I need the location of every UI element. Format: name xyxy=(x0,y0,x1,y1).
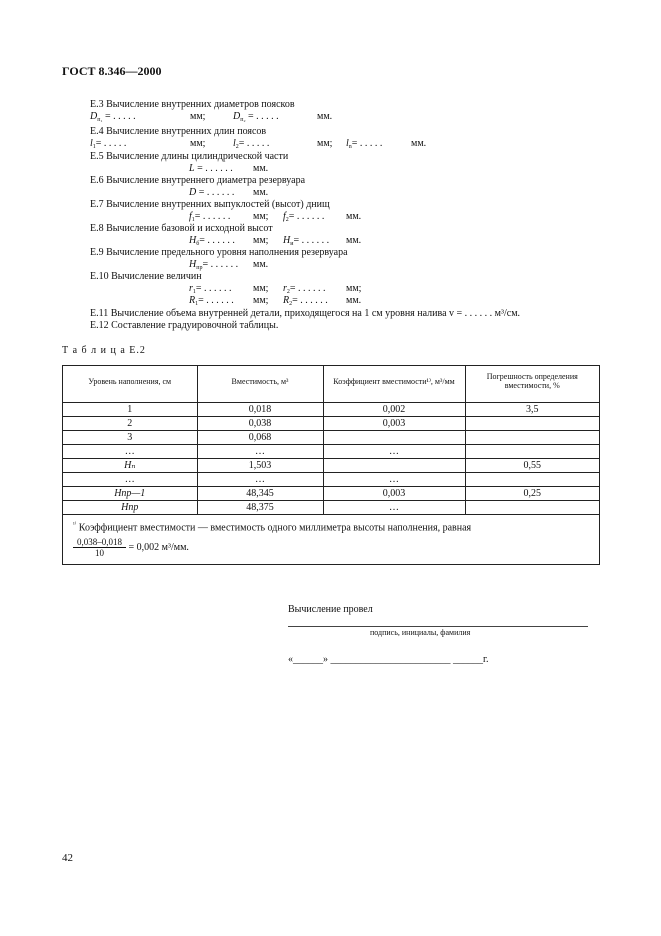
section-e7-unit-1: мм; xyxy=(253,211,269,222)
cell-error: 3,5 xyxy=(465,403,599,417)
section-e4-unit-2: мм; xyxy=(317,138,333,149)
cell-capacity: 0,068 xyxy=(197,431,323,445)
section-e3-formula-d1: $D_{п_1}$ = . . . . . xyxy=(90,111,136,123)
cell-coefficient: … xyxy=(323,501,465,515)
section-e9-formula: $H_{пр}=$ . . . . . . xyxy=(189,259,239,271)
cell-level: … xyxy=(63,445,197,459)
cell-level: Hпр xyxy=(63,501,197,515)
section-e10-formula-r1: $r_1=$ . . . . . . xyxy=(189,283,232,295)
section-e5-formula: L = . . . . . . xyxy=(189,163,233,174)
cell-coefficient: 0,003 xyxy=(323,417,465,431)
cell-level: 2 xyxy=(63,417,197,431)
table-row xyxy=(63,473,599,487)
cell-error xyxy=(465,417,599,431)
column-header-error: Погрешность определения вместимости, % xyxy=(486,372,578,390)
column-header-capacity: Вместимость, м³ xyxy=(197,366,323,396)
footnote-text: Коэффициент вместимости — вместимость одного миллиметра высоты наполнения, равная xyxy=(78,522,472,534)
section-e10-formula-R1: $R_1=$ . . . . . . xyxy=(189,295,234,307)
section-e5-unit: мм. xyxy=(253,163,269,174)
cell-coefficient: … xyxy=(323,445,465,459)
cell-coefficient: … xyxy=(323,473,465,487)
section-e4-formula-l2: $l_2=$ . . . . . xyxy=(233,138,270,150)
cell-capacity: 48,375 xyxy=(197,501,323,515)
cell-error xyxy=(465,501,599,515)
cell-level: Hпр—1 xyxy=(63,487,197,501)
section-e10-formula-r2: $r_2=$ . . . . . . xyxy=(283,283,326,295)
section-e7-unit-2: мм. xyxy=(346,211,362,222)
section-e4-title: Е.4 Вычисление внутренних длин поясов xyxy=(90,126,267,137)
page-number: 42 xyxy=(62,852,73,864)
section-e11-text: Е.11 Вычисление объема внутренней детали, приходящегося на 1 см уровня налива v = . . . . . . м³/см. xyxy=(90,308,521,319)
table-footnote xyxy=(63,514,599,564)
section-e5-title: Е.5 Вычисление длины цилиндрической части xyxy=(90,151,289,162)
section-e8-title: Е.8 Вычисление базовой и исходной высот xyxy=(90,223,273,234)
cell-coefficient: 0,003 xyxy=(323,487,465,501)
cell-level: 3 xyxy=(63,431,197,445)
table-row xyxy=(63,417,599,431)
cell-coefficient xyxy=(323,459,465,473)
cell-error xyxy=(465,431,599,445)
table-row xyxy=(63,431,599,445)
section-e3-unit-1: мм; xyxy=(190,111,206,122)
section-e4-formula-ln: $l_n=$ . . . . . xyxy=(346,138,383,150)
section-e6-title: Е.6 Вычисление внутреннего диаметра резервуара xyxy=(90,175,306,186)
cell-error: 0,25 xyxy=(465,487,599,501)
capacity-table xyxy=(62,365,600,565)
table-title: Т а б л и ц а Е.2 xyxy=(62,345,146,356)
cell-capacity: 0,038 xyxy=(197,417,323,431)
section-e9-unit: мм. xyxy=(253,259,269,270)
section-e8-unit-2: мм. xyxy=(346,235,362,246)
section-e7-formula-f1: $f_1=$ . . . . . . xyxy=(189,211,231,223)
cell-level: Hₙ xyxy=(63,459,197,473)
signature-date-line: «______» ________________________ ______г. xyxy=(288,654,489,665)
table-row xyxy=(63,403,599,417)
section-e10-unit-R2: мм. xyxy=(346,295,362,306)
cell-coefficient xyxy=(323,431,465,445)
cell-error xyxy=(465,473,599,487)
section-e6-formula: D = . . . . . . xyxy=(189,187,235,198)
document-header: ГОСТ 8.346—2000 xyxy=(62,64,162,78)
table-row xyxy=(63,501,599,515)
cell-error: 0,55 xyxy=(465,459,599,473)
table-row xyxy=(63,459,599,473)
cell-capacity: 48,345 xyxy=(197,487,323,501)
section-e7-formula-f2: $f_2=$ . . . . . . xyxy=(283,211,325,223)
cell-level: … xyxy=(63,473,197,487)
section-e10-unit-R1: мм; xyxy=(253,295,269,306)
cell-coefficient: 0,002 xyxy=(323,403,465,417)
section-e4-unit-1: мм; xyxy=(190,138,206,149)
cell-capacity: 0,018 xyxy=(197,403,323,417)
cell-level: 1 xyxy=(63,403,197,417)
section-e10-formula-R2: $R_2=$ . . . . . . xyxy=(283,295,328,307)
footnote-result: = 0,002 м³/мм. xyxy=(128,542,189,554)
section-e3-title: Е.3 Вычисление внутренних диаметров поясков xyxy=(90,99,295,110)
section-e10-unit-r1: мм; xyxy=(253,283,269,294)
signature-label: Вычисление провел xyxy=(288,604,373,615)
signature-line xyxy=(288,626,588,627)
section-e12-text: Е.12 Составление градуировочной таблицы. xyxy=(90,320,279,331)
column-header-coefficient: Коэффициент вместимости¹⁾, м³/мм xyxy=(323,366,465,396)
section-e8-formula-hi: $H_и=$ . . . . . . xyxy=(283,235,330,247)
footnote-mark: ¹⁾ xyxy=(73,522,77,528)
section-e7-title: Е.7 Вычисление внутренних выпуклостей (высот) днищ xyxy=(90,199,330,210)
table-row xyxy=(63,445,599,459)
column-header-level: Уровень наполнения, см xyxy=(63,366,197,396)
section-e3-formula-d2: $D_{п_2}$ = . . . . . xyxy=(233,111,279,123)
footnote-fraction: $\frac{0,038-0,018}{10}$ xyxy=(73,537,126,558)
table-row xyxy=(63,487,599,501)
cell-capacity: … xyxy=(197,445,323,459)
section-e3-unit-2: мм. xyxy=(317,111,333,122)
section-e8-formula-hb: $H_б=$ . . . . . . xyxy=(189,235,235,247)
section-e9-title: Е.9 Вычисление предельного уровня наполнения резервуара xyxy=(90,247,348,258)
section-e8-unit-1: мм; xyxy=(253,235,269,246)
section-e6-unit: мм. xyxy=(253,187,269,198)
cell-error xyxy=(465,445,599,459)
signature-caption: подпись, инициалы, фамилия xyxy=(370,628,471,637)
cell-capacity: 1,503 xyxy=(197,459,323,473)
cell-capacity: … xyxy=(197,473,323,487)
section-e4-formula-l1: $l_1=$ . . . . . xyxy=(90,138,127,150)
section-e4-unit-3: мм. xyxy=(411,138,427,149)
section-e10-title: Е.10 Вычисление величин xyxy=(90,271,202,282)
section-e10-unit-r2: мм; xyxy=(346,283,362,294)
